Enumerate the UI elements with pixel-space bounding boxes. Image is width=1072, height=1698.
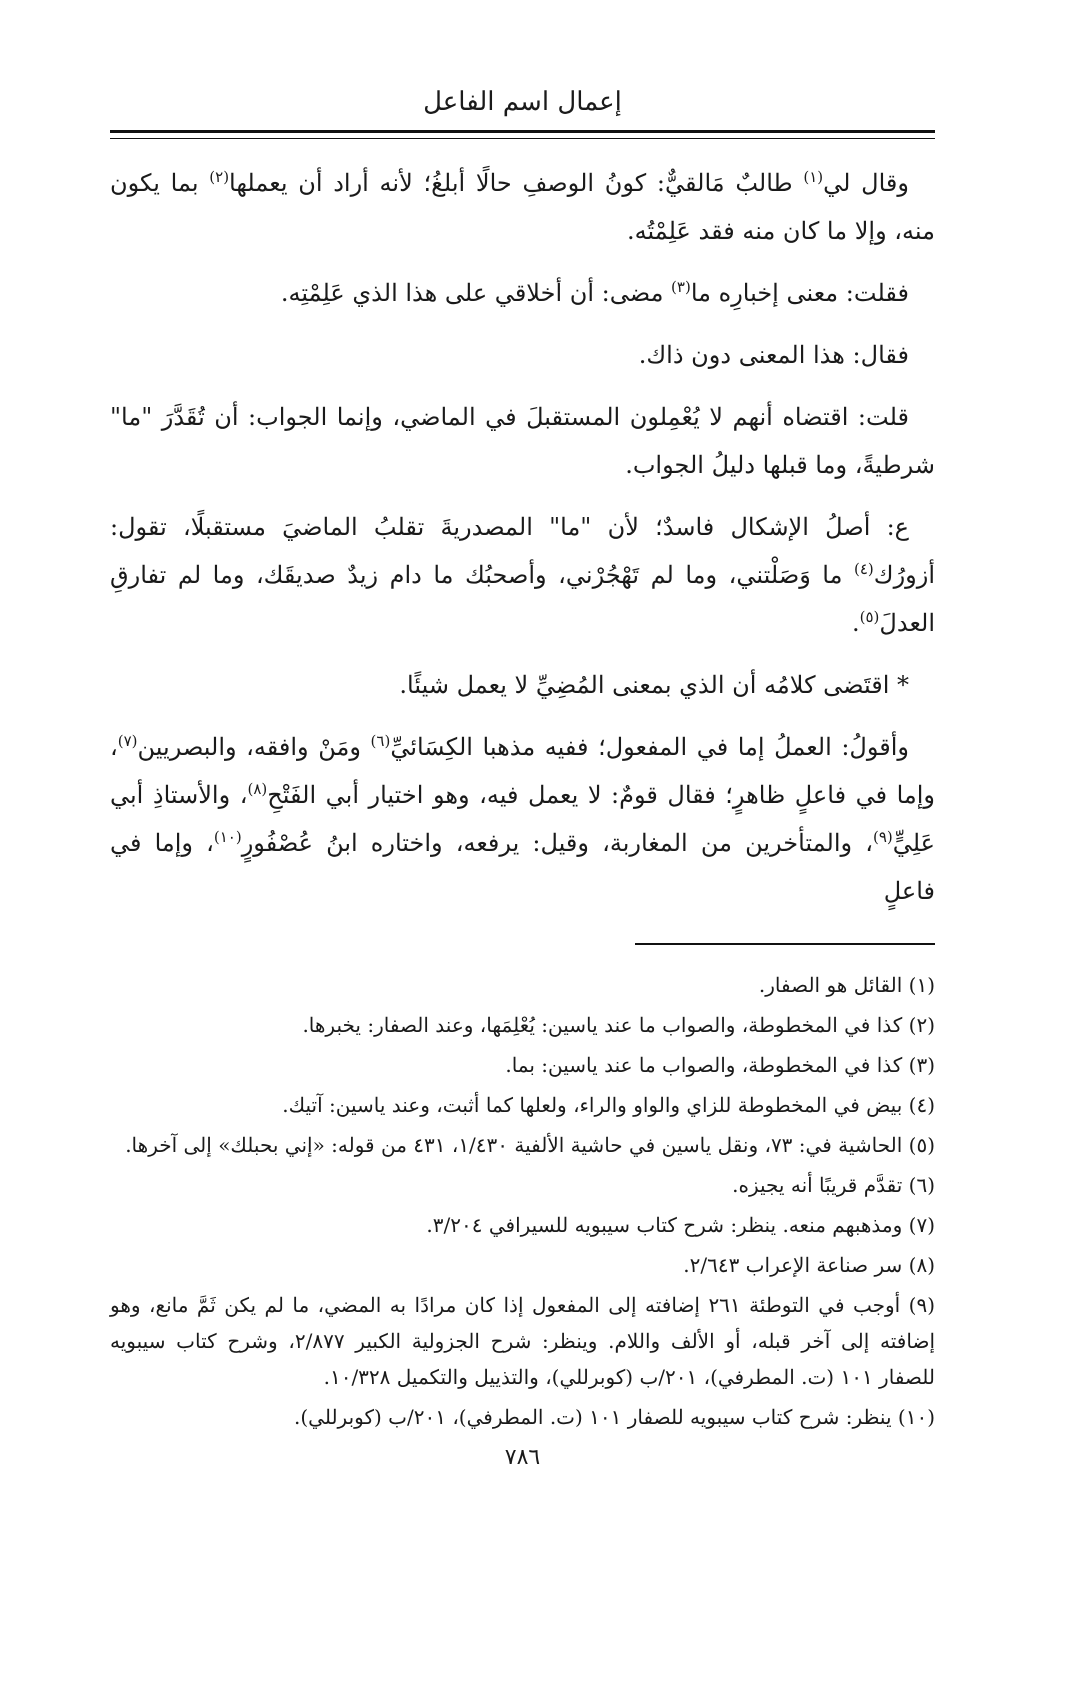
main-text <box>110 159 935 915</box>
footnote-marker: (٣) <box>671 278 691 296</box>
paragraph-text: ومَنْ وافقه، والبصريين <box>137 733 371 761</box>
body-paragraph <box>110 159 935 255</box>
footnote-marker: (١٠) <box>213 828 242 846</box>
header-rule-thick <box>110 130 935 133</box>
paragraph-text: ، والأستاذِ أبي عَلِيٍّ <box>110 781 936 857</box>
paragraph-text: . <box>851 609 860 637</box>
footnote-item: (٣) كذا في المخطوطة، والصواب ما عند ياسين: بما. <box>505 1053 935 1077</box>
footnote-marker: (٢) <box>209 168 230 186</box>
footnote-marker: (٥) <box>859 608 880 626</box>
paragraph-text: ، والمتأخرين من المغاربة، وقيل: يرفعه، واختاره ابنُ عُصْفُورٍ <box>241 829 873 857</box>
footnote-item: (٥) الحاشية في: ٧٣، ونقل ياسين في حاشية الألفية ١/٤٣٠، ٤٣١ من قوله: «إني بحبلك» إلى آخرها. <box>125 1133 935 1157</box>
paragraph-text: طالبٌ مَالقيٌّ: كونُ الوصفِ حالًا أبلغُ؛ لأنه أراد أن يعملها <box>229 169 804 197</box>
footnote-marker: (٦) <box>370 732 391 750</box>
paragraph-text: ، وإما في فاعلٍ <box>110 829 935 905</box>
footnote-separator <box>635 943 935 945</box>
footnote-item: (٩) أوجب في التوطئة ٢٦١ إضافته إلى المفعول إذا كان مرادًا به المضي، ما لم يكن ثَمَّ مانع، وهو إضافته إلى آخر قبله، أو الألف واللام. وينظر: شرح الجزولية الكبير ٢/٨٧٧، وشرح كتاب سيبويه للصفار ١٠١ (ت. المطرفي)، ٢٠١/ب (كوبرللي)، والتذييل والتكميل ١٠/٣٢٨. <box>110 1293 935 1389</box>
footnote-item: (٧) ومذهبهم منعه. ينظر: شرح كتاب سيبويه للسيرافي ٣/٢٠٤. <box>426 1213 935 1237</box>
paragraph-text: ع: أصلُ الإشكال فاسدٌ؛ لأن "ما" المصدريةَ تقلبُ الماضيَ مستقبلًا، تقول: أزورُك <box>110 513 935 589</box>
paragraph-text: ، وإما في فاعلٍ ظاهرٍ؛ فقال قومٌ: لا يعمل فيه، وهو اختيار أبي الفَتْحِ <box>110 733 936 809</box>
paragraph-text: وقال لي <box>823 169 909 197</box>
body-paragraph <box>110 393 935 489</box>
paragraph-text: * اقتَضى كلامُه أن الذي بمعنى المُضِيِّ لا يعمل شيئًا. <box>399 671 909 699</box>
paragraph-text: بما يكون منه، وإلا ما كان منه فقد عَلِمْتُه. <box>110 169 935 245</box>
paragraph-text: وأقولُ: العملُ إما في المفعول؛ ففيه مذهبا الكِسَائيِّ <box>390 733 909 761</box>
footnote-item: (٦) تقدَّم قريبًا أنه يجيزه. <box>732 1173 935 1197</box>
footnote-marker: (٤) <box>854 560 874 578</box>
footnotes <box>110 967 935 1435</box>
body-paragraph <box>110 331 935 379</box>
paragraph-text: قلت: اقتضاه أنهم لا يُعْمِلون المستقبلَ في الماضي، وإنما الجواب: أن تُقَدَّرَ "ما" شرطيةً، وما قبلها دليلُ الجواب. <box>110 403 935 479</box>
body-paragraph <box>110 661 935 709</box>
document-page <box>110 0 935 1470</box>
body-paragraph <box>110 723 935 915</box>
paragraph-text: فقال: هذا المعنى دون ذاك. <box>638 341 909 369</box>
body-paragraph <box>110 269 935 317</box>
paragraph-text: فقلت: معنى إخبارِه ما <box>690 279 909 307</box>
paragraph-text: مضى: أن أخلاقي على هذا الذي عَلِمْتِه. <box>280 279 672 307</box>
footnote-item: (٢) كذا في المخطوطة، والصواب ما عند ياسين: يُعْلِمَها، وعند الصفار: يخبرها. <box>302 1013 935 1037</box>
running-title: إعمال اسم الفاعل <box>423 87 622 117</box>
body-paragraph <box>110 503 935 647</box>
footnote-item: (٨) سر صناعة الإعراب ٢/٦٤٣. <box>683 1253 935 1277</box>
footnote-marker: (٩) <box>872 828 893 846</box>
header-rule-thin <box>110 138 935 139</box>
footnote-marker: (٧) <box>117 732 138 750</box>
footnote-marker: (١) <box>803 168 824 186</box>
footnote-item: (٤) بيض في المخطوطة للزاي والواو والراء، ولعلها كما أثبت، وعند ياسين: آتيك. <box>282 1093 935 1117</box>
paragraph-text: ما وَصَلْتني، وما لم تَهْجُرْني، وأصحبُك ما دام زيدٌ صديقَك، وما لم تفارقِ العدلَ <box>110 561 935 637</box>
page-number: ٧٨٦ <box>504 1445 541 1470</box>
footnote-item: (١) القائل هو الصفار. <box>758 973 935 997</box>
footnote-marker: (٨) <box>247 780 268 798</box>
footnote-item: (١٠) ينظر: شرح كتاب سيبويه للصفار ١٠١ (ت. المطرفي)، ٢٠١/ب (كوبرللي). <box>294 1405 935 1429</box>
